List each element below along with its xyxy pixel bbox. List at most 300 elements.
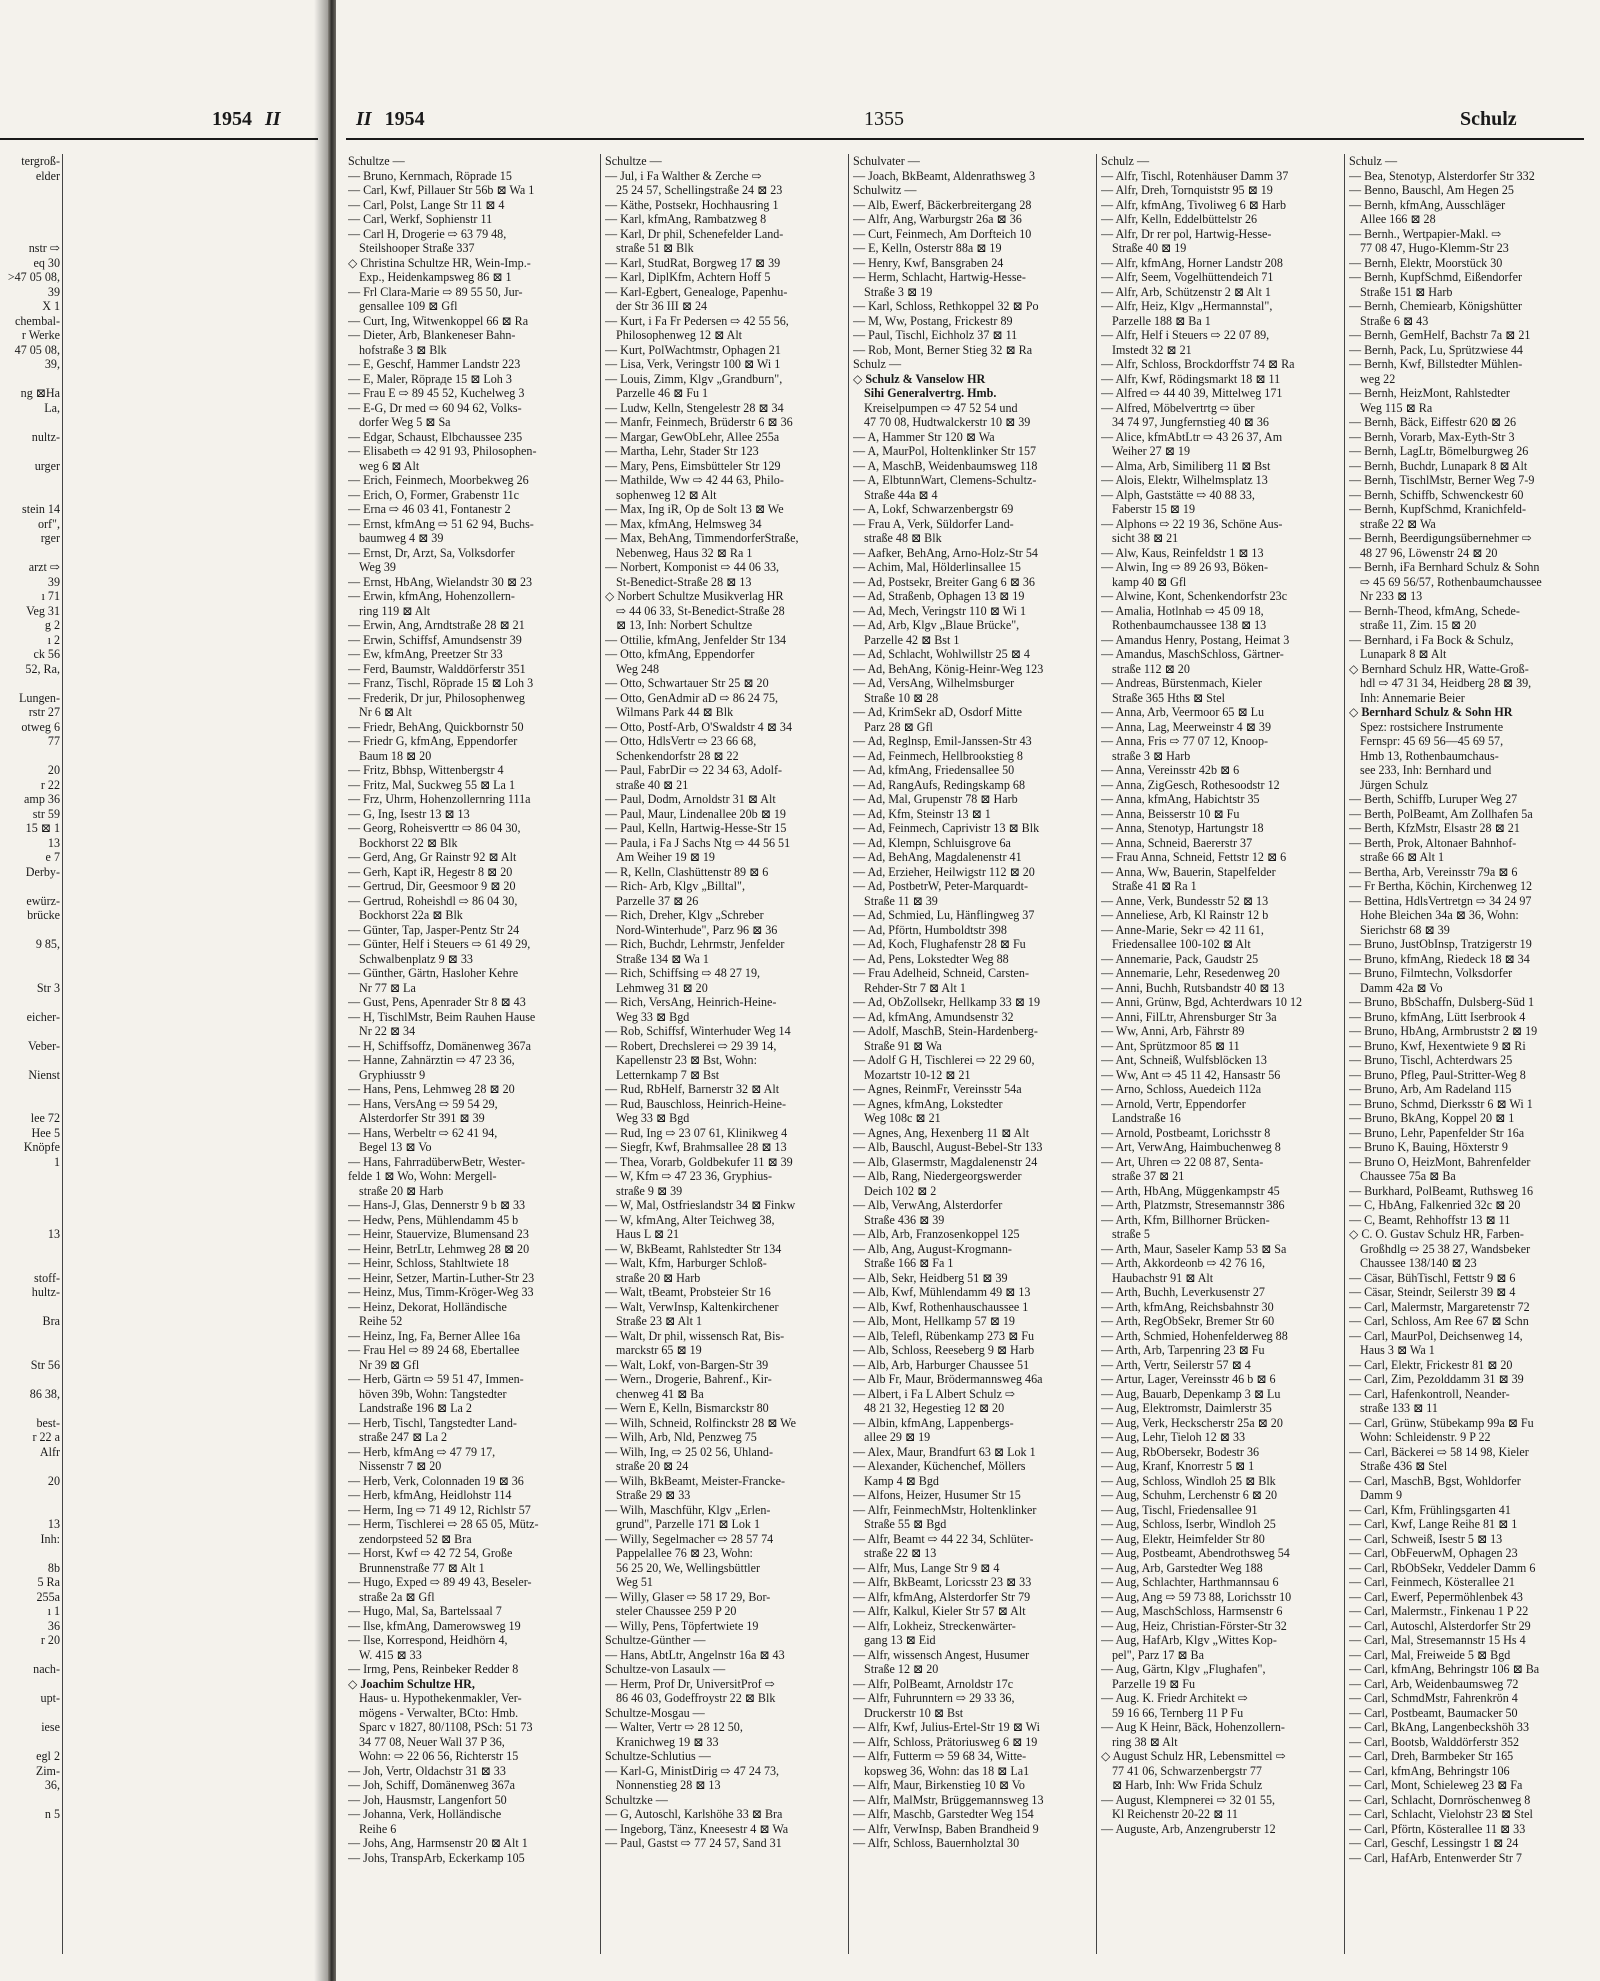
left-fragment-line	[0, 444, 60, 459]
left-fragment-line: arzt ⇨	[28, 560, 60, 574]
directory-entry-line: — Heinr, Stauervize, Blumensand 23	[348, 1227, 529, 1241]
directory-entry-line: — Adolf, MaschB, Stein-Hardenberg-	[853, 1024, 1038, 1038]
directory-entry-line: — Alb, Schloss, Reeseberg 9 ⊠ Harb	[853, 1343, 1035, 1357]
directory-entry-line: straße 11, Zim. 15 ⊠ 20	[1360, 618, 1477, 632]
directory-entry-line: Allee 166 ⊠ 28	[1360, 212, 1436, 226]
directory-entry-line: — Ad, Klempn, Schluisgrove 6a	[853, 835, 1011, 850]
left-header-rule	[0, 138, 318, 140]
directory-entry-line: Lehmweg 31 ⊠ 20	[616, 980, 708, 995]
left-fragment-line	[0, 1648, 60, 1663]
directory-entry-line: Baum 18 ⊠ 20	[359, 748, 432, 763]
directory-entry-line: — Arth, RegObSekr, Bremer Str 60	[1101, 1314, 1275, 1328]
directory-entry-line: straße 2a ⊠ Gfl	[359, 1589, 435, 1604]
left-fragment-line: eicher-	[26, 1009, 60, 1024]
directory-entry-line: — Arno, Schloss, Auedeich 112a	[1101, 1082, 1262, 1096]
left-fragment-line: otweg 6	[21, 719, 60, 734]
directory-entry-line: — Amandus, MaschSchloss, Gärtner-	[1101, 647, 1284, 661]
directory-entry-line: — Johs, TranspArb, Eckerkamp 105	[348, 1850, 525, 1865]
left-fragment-line	[0, 966, 60, 981]
directory-entry-line: — Wilh, BkBeamt, Meister-Francke-	[605, 1473, 786, 1488]
directory-entry-line: — Paul, Dodm, Arnoldstr 31 ⊠ Alt	[605, 792, 776, 806]
directory-entry-line: weg 22	[1360, 371, 1396, 386]
left-fragment-line: nstr ⇨	[28, 241, 60, 255]
directory-entry-line: 34 77 08, Neuer Wall 37 P 36,	[359, 1734, 505, 1749]
directory-entry-line: — Heinr, Setzer, Martin-Luther-Str 23	[348, 1270, 535, 1285]
directory-entry-line: — Aug, Schloss, Windloh 25 ⊠ Blk	[1101, 1473, 1276, 1488]
directory-entry-line: Bockhorst 22 ⊠ Blk	[359, 835, 458, 850]
directory-entry-line: — Alb, Bauschl, August-Bebel-Str 133	[853, 1140, 1043, 1154]
directory-entry-line: straße 247 ⊠ La 2	[359, 1430, 448, 1444]
directory-entry-line: — Anni, Buchh, Rutsbandstr 40 ⊠ 13	[1101, 980, 1285, 995]
directory-entry-line: ◇ Bernhard Schulz & Sohn HR	[1349, 705, 1513, 719]
directory-entry-line: — Bruno, kfmAng, Riedeck 18 ⊠ 34	[1349, 951, 1530, 966]
directory-entry-line: — Walter, Vertr ⇨ 28 12 50,	[605, 1720, 743, 1734]
directory-entry-line: Friedensallee 100-102 ⊠ Alt	[1112, 937, 1251, 951]
directory-entry-line: Landstraße 196 ⊠ La 2	[359, 1401, 472, 1415]
directory-entry-line: — Carl, Feinmech, Kösterallee 21	[1349, 1575, 1515, 1589]
directory-entry-line: — Arth, HbAng, Müggenkampstr 45	[1101, 1183, 1280, 1198]
directory-entry-line: gensallee 109 ⊠ Gfl	[359, 299, 458, 313]
directory-entry-line: — Rud, Ing ⇨ 23 07 61, Klinikweg 4	[605, 1125, 788, 1140]
directory-entry-line: — Frau Anna, Schneid, Fettstr 12 ⊠ 6	[1101, 850, 1287, 864]
left-fragment-line: lee 72	[30, 1111, 60, 1125]
directory-entry-line: — Herm, Tischlerei ⇨ 28 65 05, Mütz-	[348, 1517, 539, 1531]
directory-entry-line: gang 13 ⊠ Eid	[864, 1633, 936, 1647]
left-fragment-line: brücke	[27, 908, 60, 922]
directory-entry-line: Kranichweg 19 ⊠ 33	[616, 1734, 719, 1749]
directory-entry-line: straße 37 ⊠ 21	[1112, 1169, 1185, 1183]
directory-entry-line: straße 40 ⊠ 21	[616, 777, 689, 792]
left-fragment-line: ı 71	[41, 589, 60, 603]
directory-entry-line: — Hugo, Mal, Sa, Bartelssaal 7	[348, 1604, 502, 1618]
directory-entry-line: — Erna ⇨ 46 03 41, Fontanestr 2	[348, 502, 511, 516]
surname-heading: Schulz —	[853, 357, 902, 371]
left-fragment-line	[0, 1024, 60, 1039]
directory-entry-line: — H, TischlMstr, Beim Rauhen Hause	[348, 1009, 536, 1024]
directory-entry-line: Hohe Bleichen 34a ⊠ 36, Wohn:	[1360, 908, 1519, 922]
directory-entry-line: — Ad, PostbetrW, Peter-Marquardt-	[853, 879, 1028, 893]
directory-entry-line: — Aug, Kranf, Knorrestr 5 ⊠ 1	[1101, 1459, 1255, 1473]
directory-entry-line: — Arnold, Postbeamt, Lorichsstr 8	[1101, 1125, 1271, 1140]
directory-entry-line: pel", Parz 17 ⊠ Ba	[1112, 1647, 1204, 1662]
directory-entry-line: Weg 33 ⊠ Bgd	[616, 1009, 690, 1024]
directory-entry-line: — Günther, Gärtn, Hasloher Kehre	[348, 966, 519, 980]
directory-entry-line: — Bea, Stenotyp, Alsterdorfer Str 332	[1349, 168, 1535, 183]
directory-entry-line: — Aafker, BehAng, Arno-Holz-Str 54	[853, 545, 1038, 560]
left-fragment-line: Str 3	[36, 980, 60, 995]
left-fragment-line	[0, 1097, 60, 1112]
left-fragment-line	[0, 1256, 60, 1271]
directory-entry-line: — Bruno, BkAng, Koppel 20 ⊠ 1	[1349, 1111, 1515, 1125]
directory-entry-line: — Alfr, Schloss, Prätoriusweg 6 ⊠ 19	[853, 1734, 1038, 1749]
left-fragment-line: ı 1	[47, 1604, 60, 1618]
directory-entry-line: — Berth, KfzMstr, Elsastr 28 ⊠ 21	[1349, 821, 1520, 835]
directory-entry-line: — Auguste, Arb, Anzengruberstr 12	[1101, 1821, 1276, 1836]
directory-entry-line: Rehder-Str 7 ⊠ Alt 1	[864, 980, 966, 995]
directory-entry-line: Kreiselpumpen ⇨ 47 52 54 und	[864, 400, 1018, 415]
left-fragment-line	[0, 1865, 60, 1880]
directory-entry-line: — Alfr, Seem, Vogelhüttendeich 71	[1101, 270, 1274, 284]
surname-heading: Schulwitz —	[853, 183, 917, 197]
directory-entry-line: — Ferd, Baumstr, Walddörferstr 351	[348, 661, 526, 676]
directory-entry-line: allee 29 ⊠ 19	[864, 1430, 931, 1444]
directory-entry-line: — Alb, Ang, August-Krogmann-	[853, 1241, 1012, 1256]
directory-entry-line: — A, MaurPol, Holtenklinker Str 157	[853, 444, 1037, 458]
directory-entry-line: — Otto, HdlsVertr ⇨ 23 66 68,	[605, 734, 757, 748]
left-fragment-line: ewürz-	[26, 893, 60, 908]
directory-entry-line: — Alfr, Dr rer pol, Hartwig-Hesse-	[1101, 226, 1272, 241]
directory-entry-line: Chaussee 138/140 ⊠ 23	[1360, 1256, 1477, 1270]
directory-entry-line: 25 24 57, Schellingstraße 24 ⊠ 23	[616, 183, 783, 197]
directory-entry-line: — Cäsar, BühTischl, Fettstr 9 ⊠ 6	[1349, 1270, 1516, 1285]
directory-entry-line: Straße 134 ⊠ Wa 1	[616, 951, 709, 966]
directory-entry-line: Steilshooper Straße 337	[359, 241, 475, 255]
directory-entry-line: — Ad, Koch, Flughafenstr 28 ⊠ Fu	[853, 937, 1026, 951]
directory-entry-line: — Anna, Fris ⇨ 77 07 12, Knoop-	[1101, 734, 1269, 748]
directory-entry-line: — R, Kelln, Clashüttenstr 89 ⊠ 6	[605, 864, 769, 879]
directory-entry-line: — Alb, Sekr, Heidberg 51 ⊠ 39	[853, 1270, 1008, 1285]
directory-entry-line: — E, Geschf, Hammer Landstr 223	[348, 357, 521, 371]
directory-entry-line: — Ww, Anni, Arb, Fährstr 89	[1101, 1024, 1245, 1038]
directory-entry-line: — Paul, Maur, Lindenallee 20b ⊠ 19	[605, 806, 786, 821]
directory-entry-line: Parzelle 188 ⊠ Ba 1	[1112, 313, 1211, 328]
directory-entry-line: Damm 9	[1360, 1488, 1402, 1502]
directory-entry-line: — C, HbAng, Falkenried 32c ⊠ 20	[1349, 1198, 1521, 1212]
directory-entry-line: Nonnenstieg 28 ⊠ 13	[616, 1778, 721, 1792]
directory-entry-line: — Alfr, Ang, Warburgstr 26a ⊠ 36	[853, 212, 1022, 226]
directory-entry-line: — Mary, Pens, Eimsbütteler Str 129	[605, 458, 781, 473]
directory-entry-line: — Arth, Platzmstr, Stresemannstr 386	[1101, 1198, 1285, 1212]
surname-heading: Schulz —	[1349, 154, 1398, 168]
directory-entry-line: — Rich- Arb, Klgv „Billtal",	[605, 879, 745, 893]
left-fragment-line: 8b	[47, 1560, 60, 1575]
directory-entry-line: — Bernh, iFa Bernhard Schulz & Sohn	[1349, 560, 1540, 574]
left-fragment-line: X 1	[42, 299, 60, 313]
directory-entry-line: — Rob, Mont, Berner Stieg 32 ⊠ Ra	[853, 342, 1033, 357]
directory-entry-line: — Ad, Mech, Veringstr 110 ⊠ Wi 1	[853, 603, 1027, 618]
directory-entry-line: — Otto, Schwartauer Str 25 ⊠ 20	[605, 676, 769, 690]
left-fragment-line	[0, 1503, 60, 1518]
directory-entry-line: Straße 44a ⊠ 4	[864, 487, 938, 502]
directory-entry-line: — Alfr, Futterm ⇨ 59 68 34, Witte-	[853, 1749, 1027, 1763]
directory-entry-line: — Ad, Kfm, Steinstr 13 ⊠ 1	[853, 806, 991, 821]
directory-entry-line: — Ad, KrimSekr aD, Osdorf Mitte	[853, 705, 1022, 719]
left-fragment-line: Alfr	[39, 1444, 60, 1459]
directory-entry-line: — Walt, tBeamt, Probsteier Str 16	[605, 1285, 771, 1299]
directory-entry-line: — Alfr, Maschb, Garstedter Weg 154	[853, 1807, 1034, 1821]
directory-entry-line: — Günter, Helf i Steuers ⇨ 61 49 29,	[348, 937, 531, 951]
left-fragment-line: tergroß-	[21, 154, 60, 168]
directory-entry-line: ◇ C. O. Gustav Schulz HR, Farben-	[1349, 1227, 1524, 1241]
directory-entry-line: Damm 42a ⊠ Vo	[1360, 980, 1443, 995]
left-fragment-line: e 7	[45, 850, 60, 864]
left-fragment-line: Bra	[42, 1314, 60, 1328]
directory-entry-line: Fernspr: 45 69 56—45 69 57,	[1360, 734, 1504, 748]
directory-entry-line: — Karl, Schloss, Rethkoppel 32 ⊠ Po	[853, 299, 1039, 313]
directory-entry-line: straße 133 ⊠ 11	[1360, 1401, 1438, 1415]
directory-entry-line: — Alfr, Schloss, Brockdorffstr 74 ⊠ Ra	[1101, 357, 1295, 371]
directory-entry-line: 48 21 32, Hegestieg 12 ⊠ 20	[864, 1401, 1005, 1415]
directory-entry-line: Weg 39	[359, 560, 396, 574]
left-fragment-line: upt-	[40, 1691, 60, 1705]
directory-entry-line: steler Chaussee 259 P 20	[616, 1604, 737, 1618]
directory-entry-line: — Alfr, Arb, Schützenstr 2 ⊠ Alt 1	[1101, 284, 1271, 299]
directory-entry-line: — Agnes, Ang, Hexenberg 11 ⊠ Alt	[853, 1125, 1030, 1140]
directory-entry-line: straße 48 ⊠ Blk	[864, 531, 942, 545]
directory-entry-line: — Horst, Kwf ⇨ 42 72 54, Große	[348, 1546, 513, 1560]
directory-entry-line: — Alfr, Kalkul, Kieler Str 57 ⊠ Alt	[853, 1604, 1026, 1618]
directory-entry-line: — Max, Ing iR, Op de Solt 13 ⊠ We	[605, 502, 784, 516]
directory-entry-line: — Gust, Pens, Apenrader Str 8 ⊠ 43	[348, 995, 526, 1009]
directory-entry-line: — Arth, kfmAng, Reichsbahnstr 30	[1101, 1299, 1274, 1314]
directory-column-4	[1096, 154, 1341, 1954]
directory-entry-line: — Amandus Henry, Postang, Heimat 3	[1101, 632, 1290, 647]
left-fragment-line	[0, 1546, 60, 1561]
directory-entry-line: — Frau Adelheid, Schneid, Carsten-	[853, 966, 1029, 980]
directory-entry-line: — Martha, Lehr, Stader Str 123	[605, 444, 759, 458]
directory-entry-line: — Alphons ⇨ 22 19 36, Schöne Aus-	[1101, 516, 1283, 531]
left-fragment-line	[0, 1459, 60, 1474]
directory-entry-line: — Wilh, Arb, Nld, Penzweg 75	[605, 1430, 757, 1444]
directory-entry-line: — Aug, Ang ⇨ 59 73 88, Lorichsstr 10	[1101, 1589, 1292, 1604]
directory-entry-line: Sierichstr 68 ⊠ 39	[1360, 922, 1450, 937]
directory-entry-line: — Carl, Mal, Stresemannstr 15 Hs 4	[1349, 1633, 1526, 1647]
directory-entry-line: — Bernh, Chemiearb, Königshütter	[1349, 299, 1522, 313]
directory-entry-line: — Walt, Kfm, Harburger Schloß-	[605, 1256, 767, 1270]
directory-entry-line: Sparc v 1827, 80/1108, PSch: 51 73	[359, 1720, 533, 1734]
directory-entry-line: — Carl, Kfm, Frühlingsgarten 41	[1349, 1502, 1511, 1517]
directory-entry-line: — Erich, Feinmech, Moorbekweg 26	[348, 473, 529, 487]
directory-entry-line: Wohn: ⇨ 22 06 56, Richterstr 15	[359, 1749, 519, 1763]
directory-entry-line: — Anneliese, Arb, Kl Rainstr 12 b	[1101, 908, 1269, 922]
left-fragment-line: g 2	[44, 618, 60, 632]
directory-entry-line: — Rich, Dreher, Klgv „Schreber	[605, 908, 764, 922]
directory-entry-line: — Erwin, Ang, Arndtstraße 28 ⊠ 21	[348, 618, 525, 632]
directory-entry-line: — Ew, kfmAng, Preetzer Str 33	[348, 647, 503, 661]
directory-entry-line: kopsweg 36, Wohn: das 18 ⊠ La1	[864, 1763, 1030, 1778]
directory-entry-line: Parzelle 19 ⊠ Fu	[1112, 1676, 1196, 1691]
left-fragment-line: 1	[53, 1154, 60, 1169]
directory-entry-line: — Carl, HafArb, Entenwerder Str 7	[1349, 1850, 1522, 1865]
directory-entry-line: Straße 11 ⊠ 39	[864, 893, 938, 908]
directory-entry-line: — W, Mal, Ostfrieslandstr 34 ⊠ Finkw	[605, 1198, 796, 1212]
directory-entry-line: — Ad, Straßenb, Ophagen 13 ⊠ 19	[853, 589, 1025, 603]
directory-entry-line: Wohn: Schleidenstr. 9 P 22	[1360, 1430, 1491, 1444]
left-fragment-line	[0, 1851, 60, 1866]
directory-entry-line: — Bernh, Bäck, Eiffestr 620 ⊠ 26	[1349, 415, 1517, 429]
directory-entry-line: 34 74 97, Jungfernstieg 40 ⊠ 36	[1112, 415, 1269, 429]
directory-entry-line: — Carl, RbObSekr, Veddeler Damm 6	[1349, 1560, 1536, 1575]
directory-entry-line: kamp 40 ⊠ Gfl	[1112, 574, 1187, 589]
left-fragment-line	[0, 1184, 60, 1199]
directory-entry-line: — Dieter, Arb, Blankeneser Bahn-	[348, 328, 516, 342]
left-fragment-line: Veg 31	[26, 603, 60, 618]
directory-entry-line: Parzelle 42 ⊠ Bst 1	[864, 632, 960, 647]
left-fragment-line	[0, 1372, 60, 1387]
directory-entry-line: Sihi Generalvertrg. Hmb.	[864, 386, 997, 400]
directory-entry-line: — Carl, Pförtn, Kösterallee 11 ⊠ 33	[1349, 1821, 1526, 1836]
directory-entry-line: — A, MaschB, Weidenbaumsweg 118	[853, 458, 1038, 473]
directory-entry-line: — Berth, Prok, Altonaer Bahnhof-	[1349, 835, 1517, 850]
directory-entry-line: — Alb, Glasermstr, Magdalenenstr 24	[853, 1154, 1038, 1169]
directory-entry-line: ⊠ 13, Inh: Norbert Schultze	[616, 618, 753, 632]
directory-entry-line: — Ad, Reglnsp, Emil-Janssen-Str 43	[853, 734, 1032, 748]
directory-entry-line: Schenkendorfstr 28 ⊠ 22	[616, 748, 739, 763]
directory-entry-line: — Arth, Kfm, Billhorner Brücken-	[1101, 1212, 1270, 1227]
left-page-header	[212, 108, 281, 131]
left-fragment-line: r 20	[40, 1633, 60, 1647]
directory-entry-line: — Hans, Pens, Lehmweg 28 ⊠ 20	[348, 1082, 515, 1096]
directory-entry-line: Mozartstr 10-12 ⊠ 21	[864, 1067, 971, 1082]
surname-heading: Schultze —	[348, 154, 405, 168]
directory-entry-line: — Alfr, MalMstr, Brüggemannsweg 13	[853, 1792, 1044, 1807]
directory-entry-line: — Bernh-Theod, kfmAng, Schede-	[1349, 603, 1520, 618]
directory-entry-line: Reihe 52	[359, 1314, 403, 1328]
book-gutter	[328, 0, 336, 1981]
directory-entry-line: Nebenweg, Haus 32 ⊠ Ra 1	[616, 545, 753, 560]
directory-entry-line: — Erwin, Schiffsf, Amundsenstr 39	[348, 632, 522, 647]
left-fragment-line: ı 2	[47, 632, 60, 647]
directory-entry-line: — Carl, Postbeamt, Baumacker 50	[1349, 1705, 1518, 1720]
directory-entry-line: — Herm, Schlacht, Hartwig-Hesse-	[853, 270, 1026, 284]
directory-entry-line: — Bruno O, HeizMont, Bahrenfelder	[1349, 1154, 1531, 1169]
directory-entry-line: — Bernh., Wertpapier-Makl. ⇨	[1349, 226, 1502, 241]
left-fragment-line: >47 05 08,	[7, 270, 60, 284]
directory-entry-line: Straße 91 ⊠ Wa	[864, 1038, 942, 1053]
directory-entry-line: ring 119 ⊠ Alt	[359, 603, 431, 618]
left-fragment-line: ng ⊠Ha	[20, 386, 60, 400]
directory-entry-line: — Franz, Tischl, Röprade 15 ⊠ Loh 3	[348, 676, 534, 690]
directory-entry-line: — Alfr, Schloss, Bauernholztal 30	[853, 1836, 1020, 1850]
left-fragment-line: 39	[47, 284, 60, 299]
directory-entry-line: — Gertrud, Roheishdl ⇨ 86 04 30,	[348, 893, 518, 908]
directory-entry-line: Parzelle 37 ⊠ 26	[616, 893, 699, 908]
directory-entry-line: — Bruno, Filmtechn, Volksdorfer	[1349, 966, 1513, 980]
directory-entry-line: grund", Parzelle 171 ⊠ Lok 1	[616, 1517, 761, 1531]
directory-entry-line: — Ad, Mal, Grupenstr 78 ⊠ Harb	[853, 792, 1018, 806]
directory-entry-line: — Arnold, Vertr, Eppendorfer	[1101, 1096, 1246, 1111]
directory-entry-line: — Ad, Schlacht, Wohlwillstr 25 ⊠ 4	[853, 647, 1030, 661]
directory-entry-line: — Ernst, kfmAng ⇨ 51 62 94, Buchs-	[348, 516, 534, 531]
directory-entry-line: — Ad, Arb, Klgv „Blaue Brücke",	[853, 618, 1020, 632]
directory-entry-line: — Herm, Prof Dr, UniversitProf ⇨	[605, 1676, 775, 1691]
left-fragment-line	[0, 1401, 60, 1416]
left-fragment-line: r Werke	[21, 328, 60, 342]
left-fragment-line	[0, 1836, 60, 1851]
directory-entry-line: — Paul, Gastst ⇨ 77 24 57, Sand 31	[605, 1836, 782, 1850]
directory-entry-line: — Karl-G, MinistDirig ⇨ 47 24 73,	[605, 1763, 780, 1778]
directory-entry-line: — Carl, Ewerf, Pepermöhlenbek 43	[1349, 1589, 1523, 1604]
directory-entry-line: — Bernh, Schiffb, Schwenckestr 60	[1349, 487, 1524, 502]
left-fragment-line	[0, 1213, 60, 1228]
directory-entry-line: — Alfr, Beamt ⇨ 44 22 34, Schlüter-	[853, 1531, 1034, 1546]
directory-entry-line: — Gertrud, Dir, Geesmoor 9 ⊠ 20	[348, 879, 516, 893]
directory-entry-line: — Bruno, Kernmach, Röprade 15	[348, 168, 512, 183]
directory-entry-line: — Alfr, Kwf, Julius-Ertel-Str 19 ⊠ Wi	[853, 1720, 1040, 1734]
directory-entry-line: — Aug, RbObersekr, Bodestr 36	[1101, 1444, 1260, 1459]
directory-entry-line: — Bruno, kfmAng, Lütt Iserbrook 4	[1349, 1009, 1526, 1024]
surname-heading: Schultze —	[605, 154, 662, 168]
left-fragment-line: 5 Ra	[37, 1575, 60, 1589]
directory-entry-line: Jürgen Schulz	[1360, 777, 1428, 792]
directory-entry-line: — Herm, Ing ⇨ 71 49 12, Richlstr 57	[348, 1502, 531, 1517]
directory-entry-line: — Günter, Tap, Jasper-Pentz Str 24	[348, 922, 520, 937]
directory-entry-line: Straße 29 ⊠ 33	[616, 1488, 691, 1502]
left-fragment-line: nultz-	[31, 429, 60, 444]
directory-entry-line: — Bruno, Tischl, Achterdwars 25	[1349, 1053, 1513, 1067]
directory-entry-line: — Wilh, Maschführ, Klgv „Erlen-	[605, 1502, 771, 1517]
directory-entry-line: — G, Autoschl, Karlshöhe 33 ⊠ Bra	[605, 1807, 783, 1821]
left-fragment-line: 9 85,	[35, 937, 60, 951]
directory-entry-line: — Bernh, Beerdigungsübernehmer ⇨	[1349, 531, 1532, 545]
directory-entry-line: Straße 41 ⊠ Ra 1	[1112, 879, 1197, 893]
directory-entry-line: — Alfr, BkBeamt, Loricsstr 23 ⊠ 33	[853, 1575, 1032, 1589]
right-header-year: 1954	[384, 108, 425, 130]
directory-entry-line: — Bruno, Arb, Am Radeland 115	[1349, 1082, 1512, 1096]
directory-entry-line: ◇ Bernhard Schulz HR, Watte-Groß-	[1349, 661, 1529, 676]
directory-entry-line: — Karl, kfmAng, Rambatzweg 8	[605, 212, 767, 226]
directory-entry-line: — Anna, ZigGesch, Rothesoodstr 12	[1101, 777, 1280, 792]
left-fragment-line: hultz-	[31, 1285, 60, 1299]
left-fragment-line: Str 56	[30, 1357, 60, 1372]
left-fragment-line: stoff-	[34, 1270, 60, 1285]
directory-entry-line: — Walt, Dr phil, wissensch Rat, Bis-	[605, 1328, 785, 1343]
directory-entry-line: Kamp 4 ⊠ Bgd	[864, 1473, 939, 1488]
directory-entry-line: — Erwin, kfmAng, Hohenzollern-	[348, 589, 515, 603]
directory-entry-line: ◇ Norbert Schultze Musikverlag HR	[605, 589, 784, 603]
left-header-year: 1954	[212, 108, 252, 130]
left-fragment-line: 255a	[36, 1589, 60, 1604]
directory-entry-line: — Johanna, Verk, Holländische	[348, 1807, 502, 1821]
left-fragment-line: Nienst	[28, 1067, 60, 1082]
directory-entry-line: straße 3 ⊠ Harb	[1112, 748, 1191, 763]
left-fragment-line: La,	[44, 400, 60, 415]
directory-entry-line: — Carl, Schweiß, Isestr 5 ⊠ 13	[1349, 1531, 1503, 1546]
directory-entry-line: Weiher 27 ⊠ 19	[1112, 444, 1191, 458]
directory-entry-line: — Henry, Kwf, Bansgraben 24	[853, 255, 1004, 270]
directory-entry-line: — Paul, Kelln, Hartwig-Hesse-Str 15	[605, 821, 787, 835]
directory-entry-line: Druckerstr 10 ⊠ Bst	[864, 1705, 964, 1720]
directory-entry-line: — Bruno, Kwf, Hexentwiete 9 ⊠ Ri	[1349, 1038, 1526, 1053]
directory-entry-line: — Frau E ⇨ 89 45 52, Kuchelweg 3	[348, 386, 525, 400]
directory-entry-line: — Wern., Drogerie, Bahrenf., Kir-	[605, 1372, 772, 1386]
directory-entry-line: — Frl Clara-Marie ⇨ 89 55 50, Jur-	[348, 284, 523, 299]
directory-entry-line: — Lisa, Verk, Veringstr 100 ⊠ Wi 1	[605, 357, 781, 371]
directory-entry-line: — Anna, Schneid, Baererstr 37	[1101, 835, 1253, 850]
directory-entry-line: 77 41 06, Schwarzenbergstr 77	[1112, 1763, 1262, 1778]
directory-entry-line: — Bernhard, i Fa Bock & Schulz,	[1349, 632, 1514, 647]
directory-entry-line: Straße 436 ⊠ Stel	[1360, 1459, 1448, 1473]
directory-entry-line: Haus L ⊠ 21	[616, 1227, 680, 1241]
directory-entry-line: — Alfons, Heizer, Husumer Str 15	[853, 1488, 1021, 1502]
left-fragment-line: Veber-	[28, 1038, 60, 1053]
left-fragment-line: Hee 5	[31, 1125, 60, 1140]
directory-entry-line: Haubachstr 91 ⊠ Alt	[1112, 1270, 1214, 1285]
directory-entry-line: Inh: Annemarie Beier	[1360, 690, 1465, 705]
directory-entry-line: — Carl, Polst, Lange Str 11 ⊠ 4	[348, 197, 505, 212]
directory-entry-line: — Kurt, i Fa Fr Pedersen ⇨ 42 55 56,	[605, 313, 789, 328]
left-fragment-line	[0, 227, 60, 242]
directory-entry-line: baumweg 4 ⊠ 39	[359, 531, 444, 545]
directory-entry-line: — Ludw, Kelln, Stengelestr 28 ⊠ 34	[605, 400, 784, 415]
directory-entry-line: ⇨ 44 06 33, St-Benedict-Straße 28	[616, 603, 785, 618]
directory-entry-line: — Aug, Schuhm, Lerchenstr 6 ⊠ 20	[1101, 1488, 1278, 1502]
directory-entry-line: — Alfr, Dreh, Tornquiststr 95 ⊠ 19	[1101, 183, 1273, 197]
directory-entry-line: — Burkhard, PolBeamt, Ruthsweg 16	[1349, 1183, 1534, 1198]
directory-entry-line: — Friedr G, kfmAng, Eppendorfer	[348, 734, 518, 748]
directory-entry-line: Straße 40 ⊠ 19	[1112, 241, 1187, 255]
directory-entry-line: — Carl, SchmdMstr, Fahrenkrön 4	[1349, 1691, 1518, 1705]
